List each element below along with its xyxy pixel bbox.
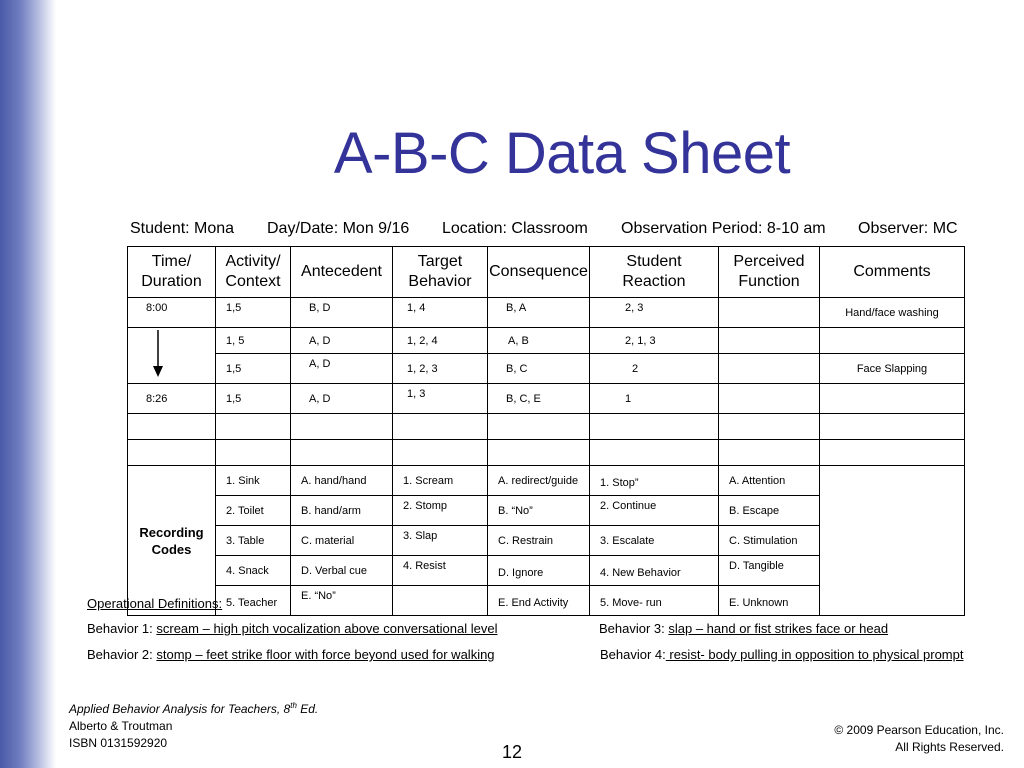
cell-function — [719, 384, 820, 414]
observation-date: Day/Date: Mon 9/16 — [267, 220, 410, 237]
header-activity: Activity/ Context — [216, 247, 291, 298]
cell-antecedent — [291, 414, 393, 440]
cell-comments — [820, 328, 965, 354]
table-row — [128, 328, 965, 354]
page-number: 12 — [502, 742, 523, 762]
code-antecedent: B. hand/arm — [291, 496, 393, 526]
student-name: Student: Mona — [130, 220, 235, 237]
header-time: Time/ Duration — [128, 247, 216, 298]
cell-target: 1, 2, 3 — [393, 354, 488, 384]
cell-reaction — [590, 414, 719, 440]
cell-comments — [820, 414, 965, 440]
header-consequence: Consequence — [488, 247, 590, 298]
code-activity: 1. Sink — [216, 466, 291, 496]
code-antecedent: A. hand/hand — [291, 466, 393, 496]
cell-time-span — [128, 328, 216, 384]
definitions-heading: Operational Definitions: — [87, 596, 223, 611]
cell-antecedent: A, D — [291, 384, 393, 414]
code-reaction: 2. Continue — [590, 496, 719, 526]
recording-codes-label: Recording Codes — [128, 466, 216, 616]
cell-comments — [820, 440, 965, 466]
header-perceived-function: Perceived Function — [719, 247, 820, 298]
cell-target — [393, 414, 488, 440]
code-target: 2. Stomp — [393, 496, 488, 526]
cell-target: 1, 4 — [393, 298, 488, 328]
table-row — [128, 384, 965, 414]
cell-reaction: 2 — [590, 354, 719, 384]
observation-location: Location: Classroom — [442, 220, 588, 237]
cell-comments: Face Slapping — [820, 354, 965, 384]
cell-consequence: B, A — [488, 298, 590, 328]
cell-antecedent: A, D — [291, 328, 393, 354]
copyright-notice: © 2009 Pearson Education, Inc. All Rights Reserved. — [834, 723, 1004, 754]
table-header-row — [128, 247, 965, 298]
code-function: D. Tangible — [719, 556, 820, 586]
cell-function — [719, 354, 820, 384]
cell-reaction: 1 — [590, 384, 719, 414]
cell-antecedent — [291, 440, 393, 466]
code-target: 3. Slap — [393, 526, 488, 556]
code-consequence: A. redirect/guide — [488, 466, 590, 496]
cell-comments: Hand/face washing — [820, 298, 965, 328]
code-reaction: 5. Move- run — [590, 586, 719, 616]
code-reaction: 3. Escalate — [590, 526, 719, 556]
page-title: A-B-C Data Sheet — [333, 121, 791, 186]
cell-activity — [216, 440, 291, 466]
cell-comments — [820, 384, 965, 414]
code-consequence: B. “No” — [488, 496, 590, 526]
cell-time: 8:26 — [128, 384, 216, 414]
observer-name: Observer: MC — [858, 220, 958, 237]
behavior-3-definition: Behavior 3: slap – hand or fist strikes face or head — [599, 621, 889, 636]
code-function: C. Stimulation — [719, 526, 820, 556]
cell-reaction — [590, 440, 719, 466]
header-antecedent: Antecedent — [291, 247, 393, 298]
cell-function — [719, 298, 820, 328]
table-row — [128, 298, 965, 328]
code-row — [128, 466, 965, 496]
cell-consequence — [488, 414, 590, 440]
cell-consequence: A, B — [488, 328, 590, 354]
cell-target: 1, 3 — [393, 384, 488, 414]
table-row — [128, 354, 965, 384]
observation-period: Observation Period: 8-10 am — [621, 220, 826, 237]
cell-target: 1, 2, 4 — [393, 328, 488, 354]
cell-activity: 1,5 — [216, 384, 291, 414]
cell-time — [128, 440, 216, 466]
code-reaction: 1. Stop” — [590, 466, 719, 496]
code-antecedent: C. material — [291, 526, 393, 556]
code-consequence: C. Restrain — [488, 526, 590, 556]
cell-target — [393, 440, 488, 466]
header-comments: Comments — [820, 247, 965, 298]
abc-data-table — [127, 246, 965, 616]
arrow-down-icon — [152, 328, 164, 380]
code-activity: 2. Toilet — [216, 496, 291, 526]
code-function: A. Attention — [719, 466, 820, 496]
code-consequence: D. Ignore — [488, 556, 590, 586]
behavior-2-definition: Behavior 2: stomp – feet strike floor with force beyond used for walking — [87, 647, 495, 662]
cell-antecedent: B, D — [291, 298, 393, 328]
cell-function — [719, 328, 820, 354]
code-comments-blank — [820, 466, 965, 616]
code-activity: 3. Table — [216, 526, 291, 556]
behavior-1-definition: Behavior 1: scream – high pitch vocalization above conversational level — [87, 621, 498, 636]
cell-function — [719, 440, 820, 466]
book-citation: Applied Behavior Analysis for Teachers, 8th Ed. Alberto & Troutman ISBN 0131592920 — [69, 701, 319, 750]
cell-antecedent: A, D — [291, 354, 393, 384]
code-activity: 4. Snack — [216, 556, 291, 586]
code-target: 1. Scream — [393, 466, 488, 496]
code-reaction: 4. New Behavior — [590, 556, 719, 586]
cell-activity — [216, 414, 291, 440]
header-student-reaction: Student Reaction — [590, 247, 719, 298]
code-target: 4. Resist — [393, 556, 488, 586]
code-target — [393, 586, 488, 616]
table-row — [128, 414, 965, 440]
table-row — [128, 440, 965, 466]
code-antecedent: E. “No” — [291, 586, 393, 616]
cell-activity: 1, 5 — [216, 328, 291, 354]
cell-reaction: 2, 3 — [590, 298, 719, 328]
cell-reaction: 2, 1, 3 — [590, 328, 719, 354]
cell-function — [719, 414, 820, 440]
decorative-side-bar — [0, 0, 56, 768]
code-consequence: E. End Activity — [488, 586, 590, 616]
cell-consequence: B, C — [488, 354, 590, 384]
code-antecedent: D. Verbal cue — [291, 556, 393, 586]
code-function: E. Unknown — [719, 586, 820, 616]
observation-info — [0, 220, 1024, 240]
behavior-4-definition: Behavior 4: resist- body pulling in opposition to physical prompt — [600, 647, 964, 662]
cell-activity: 1,5 — [216, 298, 291, 328]
cell-time — [128, 414, 216, 440]
cell-consequence: B, C, E — [488, 384, 590, 414]
cell-time: 8:00 — [128, 298, 216, 328]
cell-activity: 1,5 — [216, 354, 291, 384]
code-function: B. Escape — [719, 496, 820, 526]
cell-consequence — [488, 440, 590, 466]
header-target-behavior: Target Behavior — [393, 247, 488, 298]
code-activity: 5. Teacher — [216, 586, 291, 616]
